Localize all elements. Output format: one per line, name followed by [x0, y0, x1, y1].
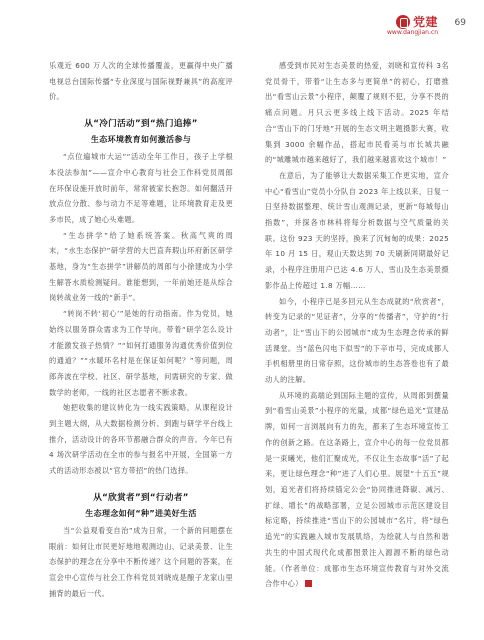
paragraph: 当“公益观看变自治”成为日常，一个新的问题摆在眼前：如何让市民更好地地观测边山、记录美景、让生态保护的理念在分享中不断传递？这个问题的答案，在宣会中心宣传与社会工作科党员刘晓成是酿子龙家山里捕背的最后一代。 [49, 525, 233, 598]
paragraph [265, 388, 449, 592]
magazine-logo [396, 13, 438, 30]
page-number: 69 [454, 18, 466, 28]
paragraph-text: 从环境的高端论到国际主题的宣传，从周郎到撰量到“看雪山美景”小程序的光量，成都“绿色追光”宣建品牌，如何一言浏展向有力的先，都来了生态环境宣传工作的创新之路。在这条路上，宣介中心的每一位党员都是一束曦光，他们汇聚成光，不仅让生态故事“活”了起来，更让绿色理念“种”进了人们心里。展望“十五五”规划，追光者们将持续锚定公会“协同推进降碳、减污、扩绿、增长”的战略部署，立足公园城市示范区建设目标定略，持续推进“雪山下的公园城市”名片，将“绿色追光”的实践融入城市发展肌络，为绘就人与自然和谐共生的中国式现代化成都图景注入源源不断的绿色动能。（作者单位：成都市生态环境宣传教育与对外交流合作中心） [265, 390, 449, 589]
right-column [265, 58, 449, 592]
masthead [326, 13, 466, 41]
party-emblem-icon [396, 15, 410, 29]
paragraph: 在意后，为了能够让大数据采集工作更实地，宣介中心“看雪山”党员小分队自 2023 年上线以来，日复一日坚持数据整理、统计雪山观测记录，更新“每城每山指数”，并探各市林科将每分析数据与空气质量的关联。这份 923 天的坚持，换来了沉甸甸的成果：2025 年 10 月 15 日，观山天数达到 70 天刷新同期最好记录，小程序注册用户已达 4.6 万人，雪山及生态美景摄影作品上传超过 1.8 万幅…… [265, 170, 449, 290]
paragraph: 她把收集的建议转化为一线实践策略，从课程设计到主题大纲，从大数据检测分析、到跑与研学平台线上推介，活动设计的各环节都融合群众的声音。今年已有 4 场次研学活动在全市的参与报名中开展，全国第一方式的活动形态被以“官方带招”的热门选择。 [49, 403, 233, 476]
logo-text: 党建 [412, 15, 438, 29]
paragraph: 感受到市民对生态美景的热爱，刘晓和宣传科 3名党员骨干，带着“让生态多与更简单”的初心，打磨推出“看雪山云景”小程序，颠覆了规则不犯，分享不畏的痛点问题。月只云更多线上线下活动。2025 年结合“雪山下的门牙地”开展的生态文明主题摄影大赛，收集到 3000 余幅作品，搭起市民看美与市长城共融的“城雕城市越来越好了，我们越来越喜欢这个城市！” [265, 61, 449, 165]
section-subtitle: 生态环境教育如何激活参与 [90, 135, 192, 145]
paragraph: 如今，小程序已是多回元从生态成就的“欣赏者”，转变为记录的“见证者”，分享的“传播者”，守护的“行动者”，让“雪山下的公园城市”成为生态理念传承的鲜活课堂。当“蓝色闪电下似雪”的下辛市号，完成成都人手机相册里的日常存照，这份城市的生态答卷也有了最动人的注解。 [265, 296, 449, 385]
paragraph: 乐观近 600 万人次的全球传播覆盖，更赢得中央广播电视总台国际传播“专业深度与国际视野兼具”的高度评价。 [49, 61, 233, 102]
article-end-icon [305, 580, 312, 587]
section-subtitle: 生态理念如何“种”进美好生活 [85, 508, 197, 518]
section-title: 从“欣赏者”到“行动者” [93, 492, 189, 503]
left-column [49, 58, 233, 601]
paragraph: “生态拼学”给了她系统答案。秋高气爽的周末，“水生态保护”研学营的大巴直奔瑕山环府新区研学基地，身为“生态拼学”讲解员的周郎与小徐建成为小学生解答水质检测疑问。谁能想到，一年前她还是从综合岗转战业务一线的“新手”。 [49, 230, 233, 303]
site-url: www.dangjian.cn [387, 29, 438, 36]
section-title: 从“冷门活动”到“热门追捧” [84, 119, 198, 130]
paragraph: “点位遍城市大运”“活动全年工作日，孩子上学根本没法参加”——宣介中心教育与社会工作科党员周郎在环保设施开放时前年，常常被家长抱怨。如何翻活开放点位分散、参与动力不足等难题，让环境教育走及更多市民，成了她心头难题。 [49, 152, 233, 224]
paragraph: “转岗不转‘初心’”是她的行动指南。作为党员，她始终以服务群众需求为工作导向。带着“研学怎么设计才能激发孩子热情？”“如何打通服务沟通优秀价值到位的通道？”“水暖环名村是在保证如何呢？”等问题，周郎奔波在学校、社区、研学基地，问需研究的专家、做数学的老师，一线的社区志愿者不断求教。 [49, 309, 233, 397]
